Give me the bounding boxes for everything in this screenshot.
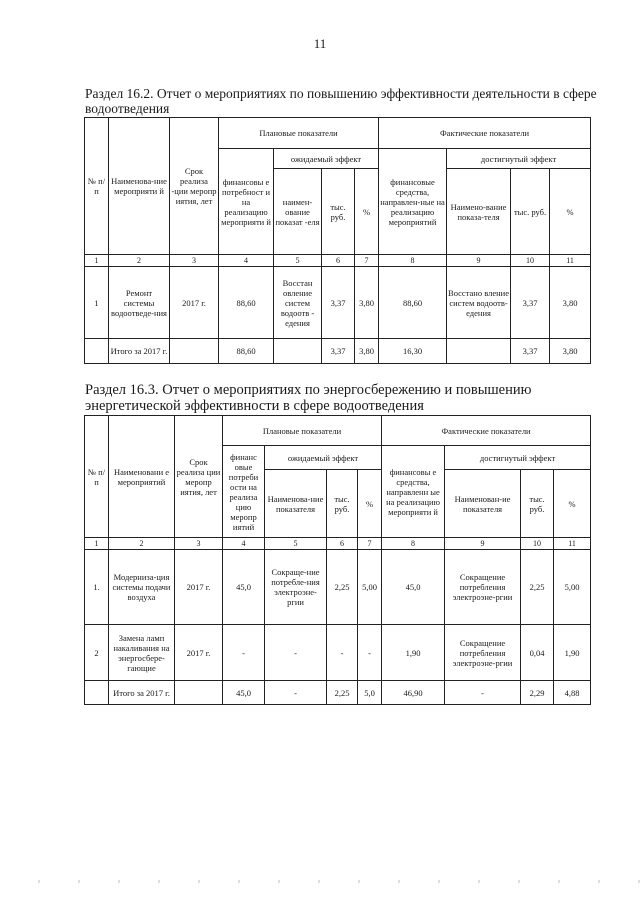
col-number: 11 bbox=[550, 255, 591, 267]
cell-exp-name: - bbox=[265, 625, 327, 681]
total-plan-fin: 45,0 bbox=[223, 681, 265, 705]
col-number: 8 bbox=[382, 538, 445, 550]
col-number: 6 bbox=[322, 255, 355, 267]
table-16-2 bbox=[84, 117, 591, 364]
total-fact-fin: 46,90 bbox=[382, 681, 445, 705]
header-exp-pct: % bbox=[355, 169, 379, 255]
header-exp-pct: % bbox=[358, 470, 382, 538]
col-number: 4 bbox=[219, 255, 274, 267]
col-number: 2 bbox=[109, 255, 170, 267]
header-term: Срок реализа ции меропр иятия, лет bbox=[175, 416, 223, 538]
cell-term: 2017 г. bbox=[170, 267, 219, 339]
cell-ach-name: Сокращение потребления электроэне-ргии bbox=[445, 550, 521, 625]
cell-ach-name: Восстано вление систем водоотв-едения bbox=[447, 267, 511, 339]
total-exp-name bbox=[274, 339, 322, 364]
cell-name: Модерниза-ция системы подачи воздуха bbox=[109, 550, 175, 625]
total-ach-rub: 2,29 bbox=[521, 681, 554, 705]
cell-exp-rub: 3,37 bbox=[322, 267, 355, 339]
col-number: 11 bbox=[554, 538, 591, 550]
cell-exp-pct: - bbox=[358, 625, 382, 681]
header-name: Наименова-ние мероприяти й bbox=[109, 118, 170, 255]
cell-exp-rub: 2,25 bbox=[327, 550, 358, 625]
cell-ach-pct: 1,90 bbox=[554, 625, 591, 681]
total-num bbox=[85, 339, 109, 364]
cell-plan-fin: - bbox=[223, 625, 265, 681]
total-fact-fin: 16,30 bbox=[379, 339, 447, 364]
header-exp-rub: тыс. руб. bbox=[327, 470, 358, 538]
page-number: 11 bbox=[313, 36, 327, 51]
col-number: 10 bbox=[511, 255, 550, 267]
header-ach-pct: % bbox=[554, 470, 591, 538]
col-number: 6 bbox=[327, 538, 358, 550]
total-ach-name: - bbox=[445, 681, 521, 705]
cell-num: 2 bbox=[85, 625, 109, 681]
section-16-2-title: Раздел 16.2. Отчет о мероприятиях по повышению эффективности деятельности в сфере водоотведения bbox=[85, 86, 597, 116]
cell-exp-pct: 5,00 bbox=[358, 550, 382, 625]
table-row bbox=[85, 550, 591, 625]
cell-ach-pct: 5,00 bbox=[554, 550, 591, 625]
col-number: 1 bbox=[85, 255, 109, 267]
header-plan-fin: финансовы е потребност и на реализацию мероприяти й bbox=[219, 149, 274, 255]
header-fact: Фактические показатели bbox=[379, 118, 591, 149]
cell-name: Замена ламп накаливания на энергосбере-гающие bbox=[109, 625, 175, 681]
col-number: 7 bbox=[355, 255, 379, 267]
header-fact-fin: финансовы е средства, направленн ые на реализацию мероприяти й bbox=[382, 446, 445, 538]
header-exp-rub: тыс. руб. bbox=[322, 169, 355, 255]
col-number: 8 bbox=[379, 255, 447, 267]
cell-exp-pct: 3,80 bbox=[355, 267, 379, 339]
header-ach-rub: тыс. руб. bbox=[521, 470, 554, 538]
header-num: № п/п bbox=[85, 118, 109, 255]
col-number: 9 bbox=[445, 538, 521, 550]
header-ach-pct: % bbox=[550, 169, 591, 255]
header-plan: Плановые показатели bbox=[219, 118, 379, 149]
table-row bbox=[85, 267, 591, 339]
cell-term: 2017 г. bbox=[175, 625, 223, 681]
total-num bbox=[85, 681, 109, 705]
header-ach-name: Наименован-ие показателя bbox=[445, 470, 521, 538]
cell-ach-rub: 3,37 bbox=[511, 267, 550, 339]
total-ach-rub: 3,37 bbox=[511, 339, 550, 364]
cell-ach-rub: 0,04 bbox=[521, 625, 554, 681]
cell-fact-fin: 88,60 bbox=[379, 267, 447, 339]
col-number: 10 bbox=[521, 538, 554, 550]
col-number: 5 bbox=[274, 255, 322, 267]
header-exp-name: Наименова-ние показателя bbox=[265, 470, 327, 538]
header-num: № п/п bbox=[85, 416, 109, 538]
header-exp-name: наимен-ование показат -еля bbox=[274, 169, 322, 255]
col-number: 1 bbox=[85, 538, 109, 550]
header-expected: ожидаемый эффект bbox=[274, 149, 379, 169]
col-number: 2 bbox=[109, 538, 175, 550]
total-ach-name bbox=[447, 339, 511, 364]
total-exp-pct: 3,80 bbox=[355, 339, 379, 364]
scan-artifact-line bbox=[0, 880, 640, 883]
total-label: Итого за 2017 г. bbox=[109, 339, 170, 364]
total-ach-pct: 3,80 bbox=[550, 339, 591, 364]
header-fact-fin: финансовые средства, направлен-ные на реализацию мероприятий bbox=[379, 149, 447, 255]
total-exp-name: - bbox=[265, 681, 327, 705]
cell-exp-name: Восстан овление систем водоотв - едения bbox=[274, 267, 322, 339]
cell-num: 1. bbox=[85, 550, 109, 625]
cell-fact-fin: 1,90 bbox=[382, 625, 445, 681]
header-term: Срок реализа -ции меропр иятия, лет bbox=[170, 118, 219, 255]
total-exp-rub: 3,37 bbox=[322, 339, 355, 364]
header-achieved: достигнутый эффект bbox=[445, 446, 591, 470]
cell-ach-pct: 3,80 bbox=[550, 267, 591, 339]
table-row bbox=[85, 625, 591, 681]
total-term bbox=[175, 681, 223, 705]
cell-exp-name: Сокраще-ние потребле-ния электроэне-ргии bbox=[265, 550, 327, 625]
header-expected: ожидаемый эффект bbox=[265, 446, 382, 470]
cell-fact-fin: 45,0 bbox=[382, 550, 445, 625]
col-number: 7 bbox=[358, 538, 382, 550]
table-16-3 bbox=[84, 415, 591, 705]
cell-name: Ремонт системы водоотведе-ния bbox=[109, 267, 170, 339]
total-row bbox=[85, 681, 591, 705]
col-number: 3 bbox=[170, 255, 219, 267]
cell-term: 2017 г. bbox=[175, 550, 223, 625]
total-exp-rub: 2,25 bbox=[327, 681, 358, 705]
cell-exp-rub: - bbox=[327, 625, 358, 681]
col-number: 3 bbox=[175, 538, 223, 550]
cell-num: 1 bbox=[85, 267, 109, 339]
total-exp-pct: 5,0 bbox=[358, 681, 382, 705]
col-number: 9 bbox=[447, 255, 511, 267]
header-ach-name: Наимено-вание показа-теля bbox=[447, 169, 511, 255]
col-number: 5 bbox=[265, 538, 327, 550]
header-plan: Плановые показатели bbox=[223, 416, 382, 446]
total-term bbox=[170, 339, 219, 364]
header-fact: Фактические показатели bbox=[382, 416, 591, 446]
total-label: Итого за 2017 г. bbox=[109, 681, 175, 705]
cell-plan-fin: 88,60 bbox=[219, 267, 274, 339]
total-ach-pct: 4,88 bbox=[554, 681, 591, 705]
col-number: 4 bbox=[223, 538, 265, 550]
cell-plan-fin: 45,0 bbox=[223, 550, 265, 625]
header-ach-rub: тыс. руб. bbox=[511, 169, 550, 255]
total-plan-fin: 88,60 bbox=[219, 339, 274, 364]
header-name: Наименовани е мероприятий bbox=[109, 416, 175, 538]
header-achieved: достигнутый эффект bbox=[447, 149, 591, 169]
total-row bbox=[85, 339, 591, 364]
cell-ach-name: Сокращение потребления электроэне-ргии bbox=[445, 625, 521, 681]
section-16-3-title: Раздел 16.3. Отчет о мероприятиях по энергосбережению и повышению энергетической эффективности в сфере водоотведения bbox=[85, 382, 532, 414]
header-plan-fin: финанс овые потреби ости на реализа цию меропр иятий bbox=[223, 446, 265, 538]
cell-ach-rub: 2,25 bbox=[521, 550, 554, 625]
